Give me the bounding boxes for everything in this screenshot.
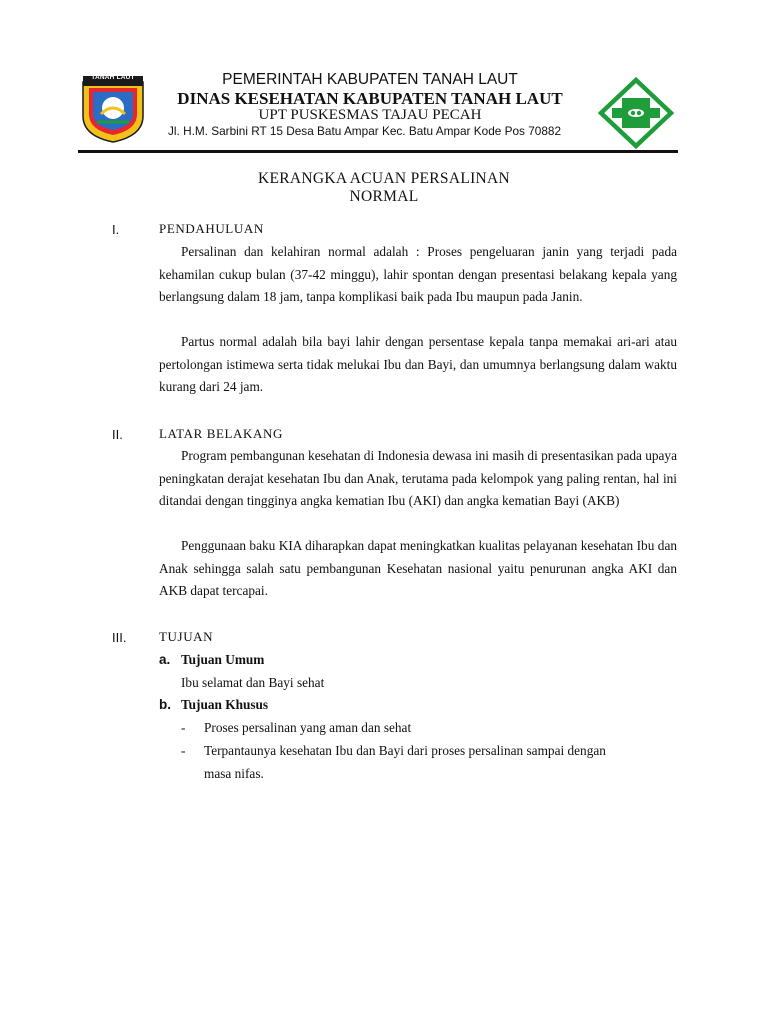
logo-text: TANAH LAUT	[91, 74, 135, 81]
section-heading: TUJUAN	[159, 629, 214, 644]
subsection-heading: Tujuan Umum	[181, 652, 265, 667]
paragraph: Partus normal adalah bila bayi lahir dengan persentase kepala tanpa memakai ari-ari atau pertolongan istimewa serta tidak melukai Ibu dan Bayi, dan umumnya berlangsung dalam waktu kurang dari 24 jam.	[159, 334, 677, 394]
list-bullet: -	[181, 743, 186, 758]
paragraph: Persalinan dan kelahiran normal adalah : Proses pengeluaran janin yang terjadi pada kehamilan cukup bulan (37-42 minggu), lahir spontan dengan presentasi belakang kepala yang berlangsung dalam 18 jam, tanpa komplikasi baik pada Ibu maupun pada Janin.	[159, 244, 677, 304]
section-heading: PENDAHULUAN	[159, 221, 264, 236]
subsection-label: a.	[159, 652, 171, 667]
address-line: Jl. H.M. Sarbini RT 15 Desa Batu Ampar Kec. Batu Ampar Kode Pos 70882	[168, 124, 562, 138]
header-divider	[78, 150, 678, 153]
doc-title-line1: KERANGKA ACUAN PERSALINAN	[257, 170, 511, 187]
subsection-text: Ibu selamat dan Bayi sehat	[181, 675, 325, 690]
paragraph: Penggunaan baku KIA diharapkan dapat meningkatkan kualitas pelayanan kesehatan Ibu dan Anak sehingga salah satu pembangunan Kesehatan nasional yaitu penurunan angka AKI dan AKB dapat tercapai.	[159, 538, 677, 598]
subsection-label: b.	[159, 697, 171, 712]
section-number: I.	[112, 222, 120, 237]
section-heading: LATAR BELAKANG	[159, 426, 283, 441]
section-number: III.	[112, 630, 127, 645]
subsection-heading: Tujuan Khusus	[181, 697, 269, 712]
list-item: Terpantaunya kesehatan Ibu dan Bayi dari proses persalinan sampai dengan	[204, 743, 606, 758]
regency-logo	[79, 74, 147, 144]
list-item-continuation: masa nifas.	[204, 766, 264, 781]
doc-title-line2: NORMAL	[349, 188, 419, 205]
section-number: II.	[112, 427, 123, 442]
list-item: Proses persalinan yang aman dan sehat	[204, 720, 412, 735]
gov-line: PEMERINTAH KABUPATEN TANAH LAUT	[222, 71, 518, 88]
puskesmas-logo	[598, 77, 674, 149]
dept-line: DINAS KESEHATAN KABUPATEN TANAH LAUT	[177, 89, 563, 108]
unit-line: UPT PUSKESMAS TAJAU PECAH	[258, 107, 482, 123]
paragraph: Program pembangunan kesehatan di Indonesia dewasa ini masih di presentasikan pada upaya peningkatan derajat kesehatan Ibu dan Anak, terutama pada kelompok yang paling rentan, hal ini ditandai dengan tingginya angka kematian Ibu (AKI) dan angka kematian Bayi (AKB)	[159, 448, 677, 508]
list-bullet: -	[181, 720, 186, 735]
